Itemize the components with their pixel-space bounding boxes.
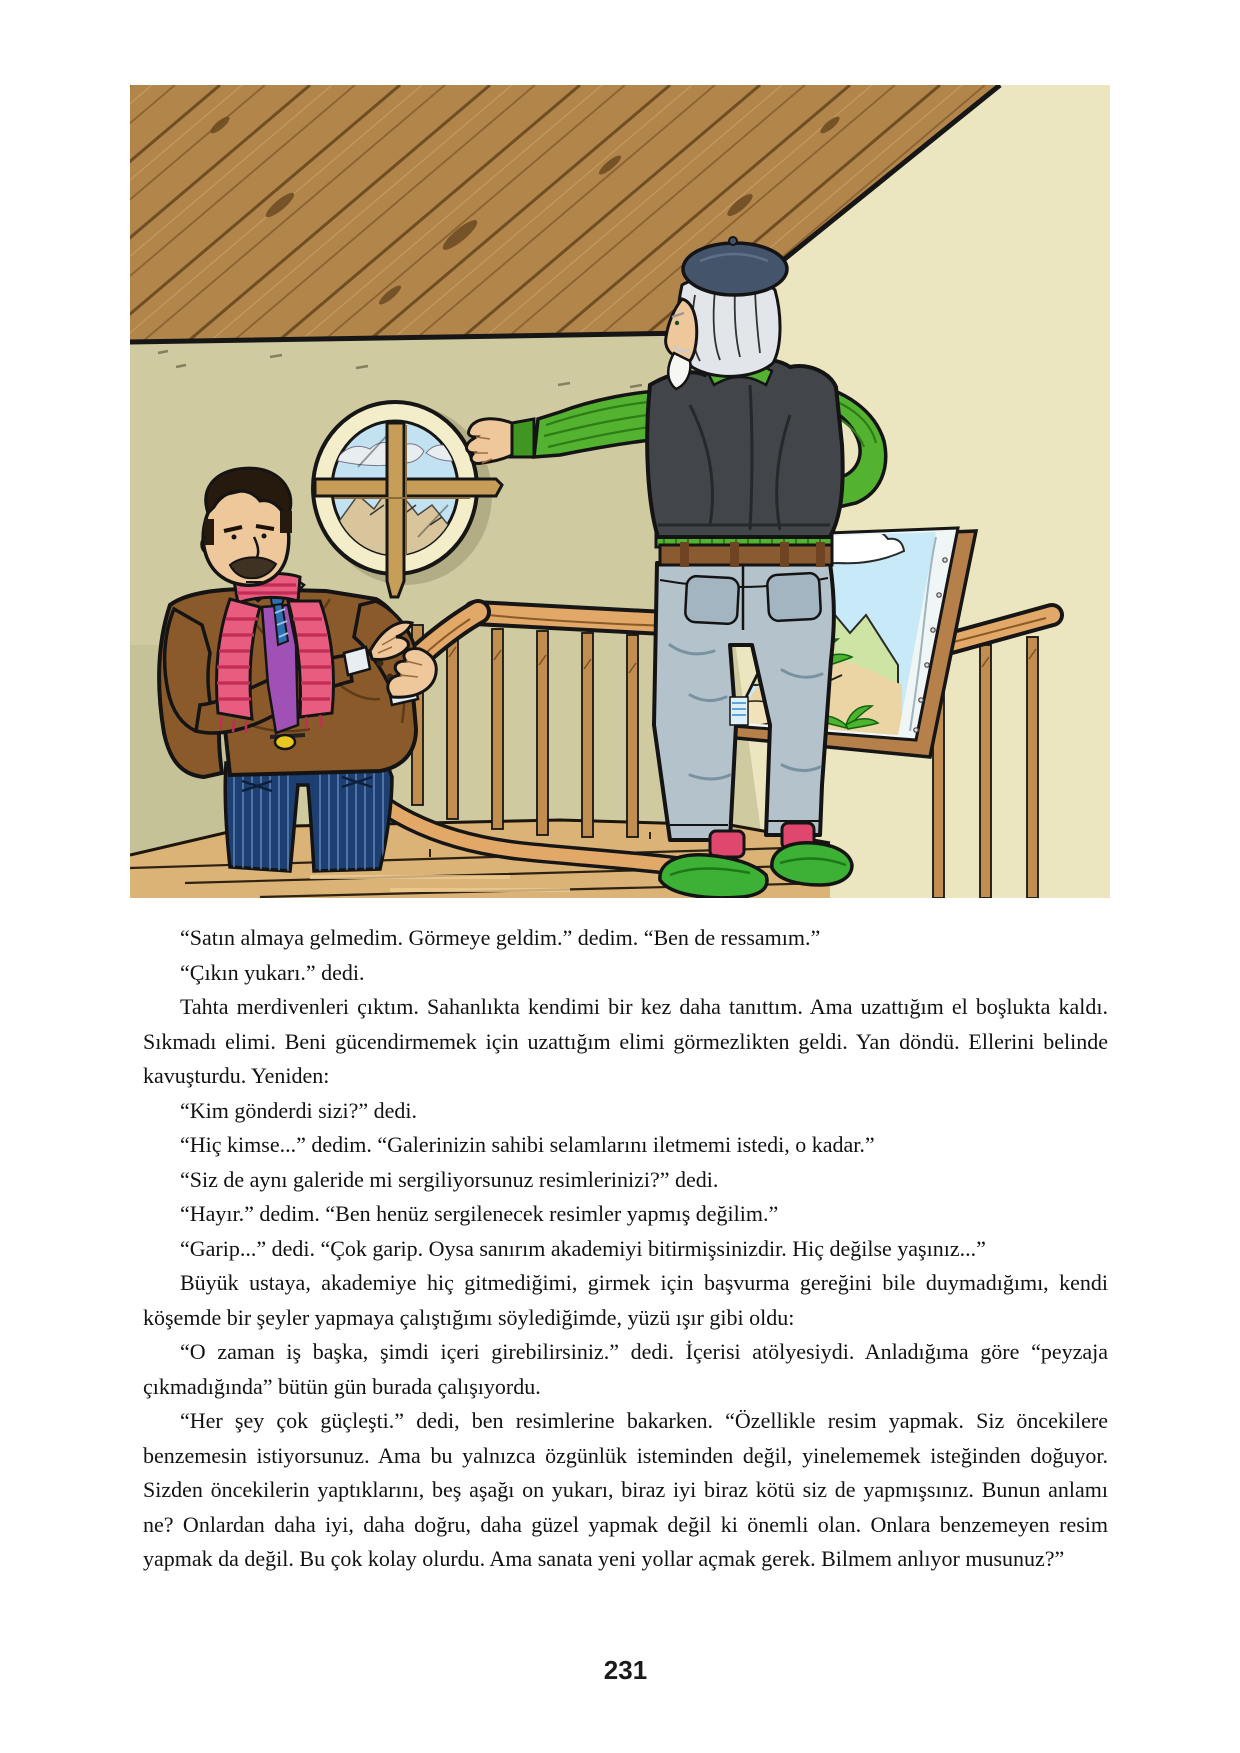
story-illustration — [130, 85, 1110, 898]
story-paragraph: “Garip...” dedi. “Çok garip. Oysa sanırım akademiyi bitirmişsinizdir. Hiç değilse yaşınız...” — [180, 1235, 986, 1261]
story-paragraph: Büyük ustaya, akademiye hiç gitmediğimi, girmek için başvurma gereğini bile duymadığımı, kendi köşemde bir şeyler yapmaya çalıştığımı söylediğimde, yüzü ışır gibi oldu: — [143, 1270, 1108, 1330]
story-paragraph: “Satın almaya gelmedim. Görmeye geldim.” dedim. “Ben de ressamım.” — [180, 925, 821, 950]
story-paragraph: “Hiç kimse...” dedim. “Galerinizin sahibi selamlarını iletmemi istedi, o kadar.” — [180, 1132, 875, 1157]
page-number: 231 — [603, 1655, 648, 1685]
story-paragraph: “Kim gönderdi sizi?” dedi. — [180, 1097, 418, 1123]
story-text — [143, 921, 1108, 1577]
story-paragraph: “O zaman iş başka, şimdi içeri girebilirsiniz.” dedi. İçerisi atölyesiydi. Anladığıma göre “peyzaja çıkmadığında” bütün gün burada çalışıyordu. — [143, 1339, 1108, 1399]
story-paragraph: Tahta merdivenleri çıktım. Sahanlıkta kendimi bir kez daha tanıttım. Ama uzattığım el boşlukta kaldı. Sıkmadı elimi. Beni gücendirmemek için uzattığım elimi görmezlikten geldi. Yan döndü. Ellerini belinde kavuşturdu. Yeniden: — [143, 994, 1108, 1088]
story-paragraph: “Çıkın yukarı.” dedi. — [180, 959, 365, 985]
story-paragraph: “Siz de aynı galeride mi sergiliyorsunuz resimlerinizi?” dedi. — [180, 1166, 719, 1192]
story-paragraph: “Hayır.” dedim. “Ben henüz sergilenecek resimler yapmış değilim.” — [180, 1201, 779, 1226]
story-paragraph: “Her şey çok güçleşti.” dedi, ben resimlerine bakarken. “Özellikle resim yapmak. Siz öncekilere benzemesin istiyorsunuz. Ama bu yalnızca özgünlük isteminden değil, yinelememek isteğinden doğuyor. Sizden öncekilerin yaptıklarını, beş aşağı on yukarı, biraz iyi biraz kötü siz de yapmışsınız. Bunun anlamı ne? Onlardan daha iyi, daha doğru, daha güzel yapmak değil ki önemli olan. Onlara benzemeyen resim yapmak da değil. Bu çok kolay olurdu. Ama sanata yeni yollar açmak gerek. Bilmem anlıyor musunuz?” — [143, 1408, 1108, 1571]
